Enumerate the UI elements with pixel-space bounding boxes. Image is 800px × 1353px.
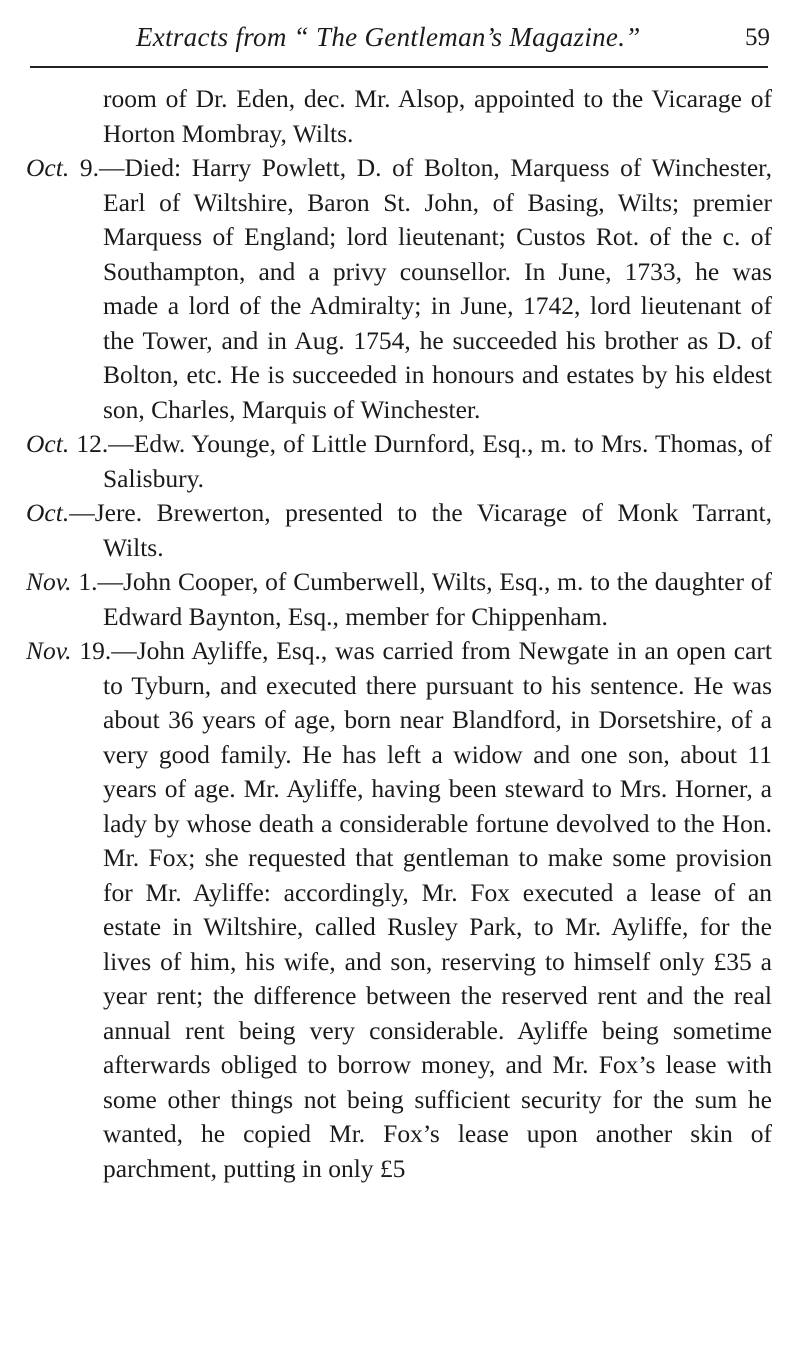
- entry-text: 12.—Edw. Younge, of Little Durnford, Esq., m. to Mrs. Thomas, of Salisbury.: [69, 429, 772, 493]
- entry-date: Oct.: [26, 429, 70, 458]
- entry-oct-12: [26, 427, 772, 496]
- running-title: Extracts from “ The Gentleman’s Magazine.”: [136, 22, 641, 52]
- entry-text: —Jere. Brewerton, presented to the Vicarage of Monk Tarrant, Wilts.: [69, 498, 772, 562]
- page-body: [26, 82, 772, 1186]
- entry-text: 1.—John Cooper, of Cumberwell, Wilts, Esq., m. to the daughter of Edward Baynton, Esq., member for Chippenham.: [71, 567, 772, 631]
- entry-date: Oct.: [26, 153, 70, 182]
- entry-nov-1: [26, 565, 772, 634]
- entry-oct-9: [26, 151, 772, 427]
- entry-date: Nov.: [26, 636, 72, 665]
- page-number: 59: [745, 24, 770, 51]
- page-header: [26, 18, 770, 62]
- entry-date: Nov.: [26, 567, 72, 596]
- entry-text: 9.—Died: Harry Powlett, D. of Bolton, Marquess of Winchester, Earl of Wiltshire, Baron St. John, of Basing, Wilts; premier Marquess of England; lord lieutenant; Custos Rot. of the c. of Southampton, and a privy counsellor. In June, 1733, he was made a lord of the Admiralty; in June, 1742, lord lieutenant of the Tower, and in Aug. 1754, he succeeded his brother as D. of Bolton, etc. He is succeeded in honours and estates by his eldest son, Charles, Marquis of Winchester.: [69, 153, 772, 424]
- entry-text: room of Dr. Eden, dec. Mr. Alsop, appointed to the Vicarage of Horton Mombray, Wilts.: [103, 84, 772, 148]
- entry-date: Oct.: [26, 498, 70, 527]
- entry-oct: [26, 496, 772, 565]
- header-rule: [30, 66, 768, 68]
- continued-paragraph: [26, 82, 772, 151]
- entry-nov-19: [26, 634, 772, 1186]
- entry-text: 19.—John Ayliffe, Esq., was carried from Newgate in an open cart to Tyburn, and executed there pursuant to his sentence. He was about 36 years of age, born near Blandford, in Dorsetshire, of a very good family. He has left a widow and one son, about 11 years of age. Mr. Ayliffe, having been steward to Mrs. Horner, a lady by whose death a considerable fortune devolved to the Hon. Mr. Fox; she requested that gentleman to make some provision for Mr. Ayliffe: accordingly, Mr. Fox executed a lease of an estate in Wiltshire, called Rusley Park, to Mr. Ayliffe, for the lives of him, his wife, and son, reserving to himself only £35 a year rent; the difference between the reserved rent and the real annual rent being very considerable. Ayliffe being sometime afterwards obliged to borrow money, and Mr. Fox’s lease with some other things not being sufficient security for the sum he wanted, he copied Mr. Fox’s lease upon another skin of parchment, putting in only £5: [71, 636, 772, 1183]
